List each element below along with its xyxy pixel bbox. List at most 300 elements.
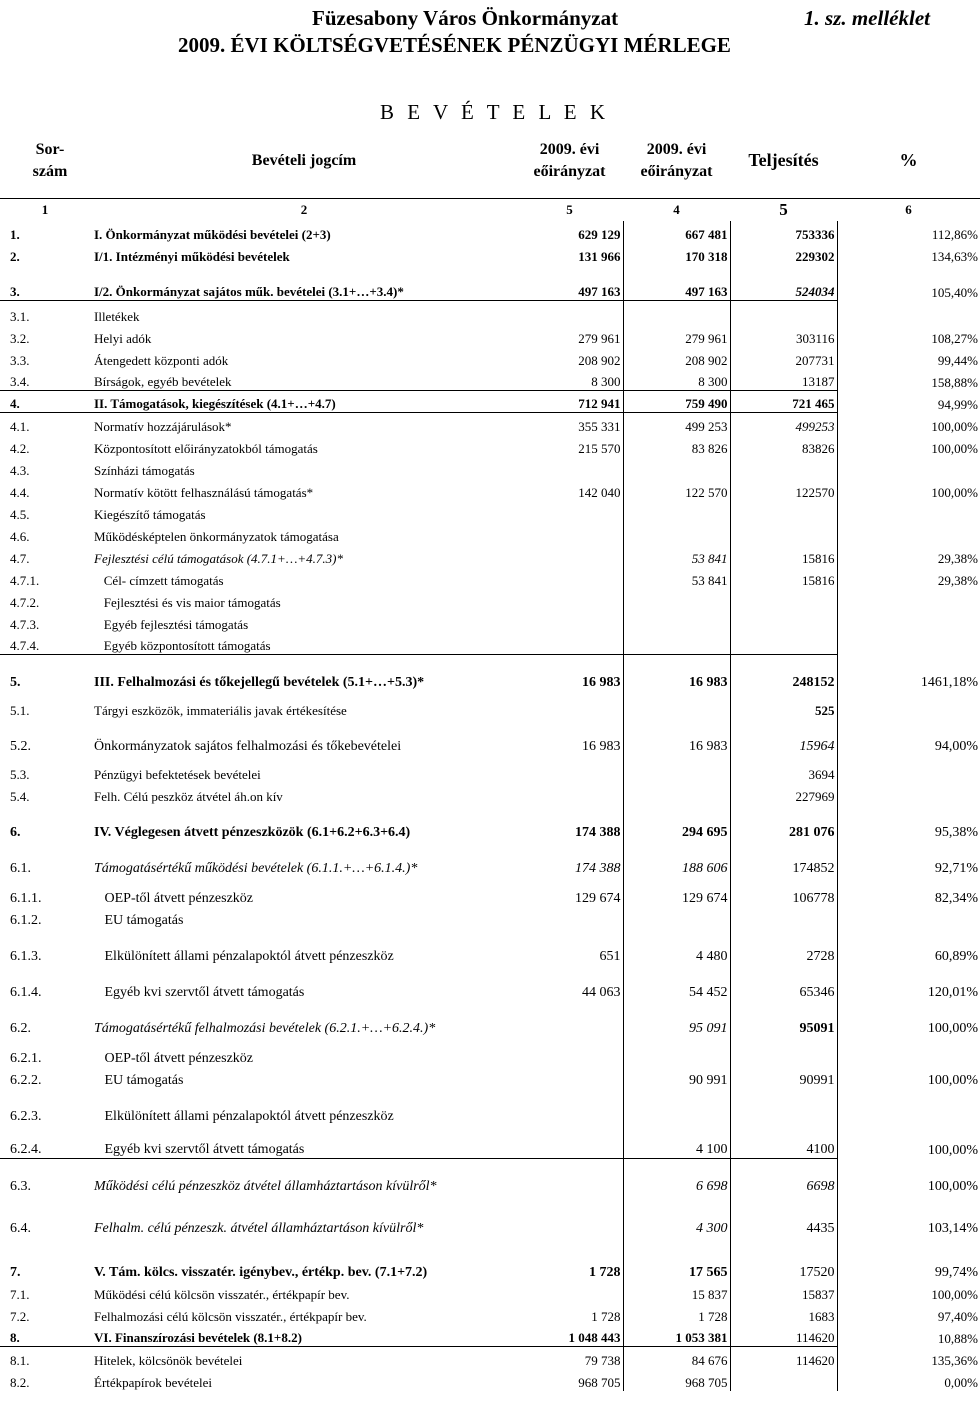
table-row [0,1067,980,1089]
row-label: EU támogatás [94,912,184,928]
row-percent: 94,00% [934,738,978,754]
table-row [0,1089,980,1125]
row-label: Bírságok, egyéb bevételek [92,369,516,391]
row-eloiranyzat-1 [516,1001,623,1037]
row-label: Támogatásértékű működési bevételek (6.1.1.+…+6.1.4.)* [94,860,418,876]
row-label: Kiegészítő támogatás [94,506,206,522]
row-number: 4.5. [10,506,30,522]
row-percent [837,457,980,479]
row-percent: 97,40% [937,1308,978,1324]
row-percent: 29,38% [937,550,978,566]
row-label: Működési célú kölcsön visszatér., értékpapír bev. [94,1286,350,1302]
table-row [0,841,980,877]
row-percent: 95,38% [934,824,978,840]
row-number: 4.7.2. [10,594,40,610]
table-row [0,501,980,523]
row-eloiranyzat-1 [516,1037,623,1067]
row-number: 3.2. [10,330,30,346]
row-percent [837,1037,980,1067]
row-eloiranyzat-1: 174 388 [516,841,623,877]
row-teljesites: 525 [730,691,837,719]
row-teljesites: 15964 [730,719,837,755]
row-percent [837,501,980,523]
row-number: 5.4. [10,788,30,804]
row-percent: 92,71% [934,860,978,876]
row-label: Felh. Célú peszköz átvétel áh.on kív [94,788,283,804]
row-eloiranyzat-2: 170 318 [623,243,730,265]
col-number: 4 [673,201,680,217]
row-eloiranyzat-2: 16 983 [623,655,730,691]
row-percent: 103,14% [927,1220,978,1236]
row-eloiranyzat-2 [623,501,730,523]
table-row [0,611,980,633]
row-number: 5.3. [10,766,30,782]
row-number: 5.1. [10,702,30,718]
row-eloiranyzat-2: 83 826 [623,435,730,457]
row-teljesites [730,1037,837,1067]
balance-title: 2009. ÉVI KÖLTSÉGVETÉSÉNEK PÉNZÜGYI MÉRLEGE [178,33,731,57]
row-percent [837,589,980,611]
row-eloiranyzat-2: 95 091 [623,1001,730,1037]
row-eloiranyzat-2: 90 991 [623,1067,730,1089]
row-label: Fejlesztési célú támogatások (4.7.1+…+4.7.3)* [94,550,343,566]
row-eloiranyzat-1: 355 331 [516,413,623,435]
table-row [0,221,980,243]
row-label: Helyi adók [94,330,152,346]
row-percent [837,611,980,633]
row-number: 6.2. [10,1020,31,1036]
row-eloiranyzat-2: 497 163 [623,265,730,301]
table-row [0,435,980,457]
row-teljesites: 15837 [730,1281,837,1303]
row-percent [837,907,980,929]
table-row [0,1303,980,1325]
row-percent: 99,44% [937,352,978,368]
row-eloiranyzat-1 [516,907,623,929]
row-label: I/1. Intézményi működési bevételek [94,248,290,264]
row-label: Elkülönített állami pénzalapoktól átvett pénzeszköz [94,1108,394,1124]
row-eloiranyzat-2 [623,523,730,545]
row-teljesites: 281 076 [730,805,837,841]
row-eloiranyzat-1: 79 738 [516,1347,623,1369]
row-teljesites: 1683 [730,1303,837,1325]
row-eloiranyzat-2 [623,611,730,633]
table-row [0,567,980,589]
table-row [0,457,980,479]
row-label: Elkülönített állami pénzalapoktól átvett pénzeszköz [94,948,394,964]
row-eloiranyzat-2: 53 841 [623,567,730,589]
table-row [0,325,980,347]
row-percent: 94,99% [937,396,978,412]
row-teljesites [730,907,837,929]
row-label: Egyéb fejlesztési támogatás [94,616,249,632]
row-number: 4.7.1. [10,572,40,588]
row-number: 6.2.2. [10,1072,42,1088]
row-number: 6.3. [10,1178,31,1194]
row-number: 4.4. [10,484,30,500]
row-percent: 135,36% [931,1352,978,1368]
row-eloiranyzat-1: 16 983 [516,719,623,755]
row-label: Pénzügyi befektetések bevételei [94,766,261,782]
row-eloiranyzat-2: 1 728 [623,1303,730,1325]
row-teljesites [730,301,837,325]
row-percent: 0,00% [944,1374,978,1390]
row-eloiranyzat-1: 174 388 [516,805,623,841]
row-teljesites: 122570 [730,479,837,501]
row-percent [837,523,980,545]
row-eloiranyzat-1 [516,589,623,611]
table-row [0,265,980,301]
row-percent [837,633,980,655]
row-label: II. Támogatások, kiegészítések (4.1+…+4.7) [92,391,516,413]
row-number: 7.1. [10,1286,30,1302]
row-teljesites [730,523,837,545]
row-number: 6.4. [10,1220,31,1236]
row-eloiranyzat-2: 759 490 [623,391,730,413]
row-eloiranyzat-2: 16 983 [623,719,730,755]
row-teljesites [730,501,837,523]
col-number: 5 [779,199,788,219]
row-number: 4.3. [10,462,30,478]
table-row [0,301,980,325]
row-number: 3. [0,265,92,301]
row-eloiranyzat-1: 279 961 [516,325,623,347]
col-header-percent: % [837,124,980,198]
row-eloiranyzat-2: 4 480 [623,929,730,965]
row-label: EU támogatás [94,1072,184,1088]
row-number: 6.2.4. [0,1125,92,1159]
table-row [0,805,980,841]
row-teljesites: 303116 [730,325,837,347]
row-percent [837,783,980,805]
row-percent: 100,00% [927,1072,978,1088]
row-teljesites [730,611,837,633]
row-label: I/2. Önkormányzat sajátos műk. bevételei (3.1+…+3.4)* [92,265,516,301]
row-label: Cél- címzett támogatás [94,572,224,588]
row-teljesites: 753336 [730,221,837,243]
row-number: 6.2.3. [10,1108,42,1124]
row-teljesites: 174852 [730,841,837,877]
row-label: Színházi támogatás [94,462,195,478]
row-teljesites [730,633,837,655]
row-eloiranyzat-2 [623,691,730,719]
table-row [0,479,980,501]
row-number: 3.1. [10,308,30,324]
row-eloiranyzat-2: 129 674 [623,877,730,907]
row-eloiranyzat-1 [516,523,623,545]
row-eloiranyzat-1 [516,1195,623,1237]
table-row [0,877,980,907]
row-number: 3.4. [0,369,92,391]
table-row [0,523,980,545]
row-number: 6.2.1. [10,1050,42,1066]
row-percent: 100,00% [931,418,978,434]
table-row [0,1347,980,1369]
row-number: 5.2. [10,738,31,754]
col-header-eloiranyzat-1: 2009. évi eőirányzat [516,124,623,198]
col-header-teljesites: Teljesítés [730,124,837,198]
row-number: 6.1.4. [10,984,42,1000]
row-eloiranyzat-2 [623,1037,730,1067]
row-label: Normatív hozzájárulások* [94,418,232,434]
row-teljesites: 15816 [730,567,837,589]
row-eloiranyzat-1: 131 966 [516,243,623,265]
row-teljesites: 4100 [730,1125,837,1159]
row-eloiranyzat-1 [516,633,623,655]
column-number-row [0,198,980,221]
row-percent: 158,88% [931,374,978,390]
row-number: 7.2. [10,1308,30,1324]
table-row [0,1281,980,1303]
row-teljesites: 15816 [730,545,837,567]
row-eloiranyzat-1: 629 129 [516,221,623,243]
row-percent: 29,38% [937,572,978,588]
row-eloiranyzat-2 [623,1089,730,1125]
row-teljesites: 95091 [730,1001,837,1037]
row-eloiranyzat-1 [516,611,623,633]
row-percent: 100,00% [931,440,978,456]
row-teljesites: 106778 [730,877,837,907]
row-eloiranyzat-1: 142 040 [516,479,623,501]
row-label: Működésképtelen önkormányzatok támogatása [94,528,339,544]
table-row [0,347,980,369]
row-eloiranyzat-2 [623,755,730,783]
row-eloiranyzat-1 [516,1125,623,1159]
row-label: OEP-től átvett pénzeszköz [94,1050,254,1066]
row-label: Egyéb kvi szervtől átvett támogatás [92,1125,516,1159]
table-row [0,1195,980,1237]
row-number: 6. [10,824,21,840]
row-label: Tárgyi eszközök, immateriális javak értékesítése [94,702,347,718]
row-eloiranyzat-1: 1 048 443 [516,1325,623,1347]
row-eloiranyzat-2: 8 300 [623,369,730,391]
row-label: V. Tám. kölcs. visszatér. igénybev., értékp. bev. (7.1+7.2) [94,1264,428,1280]
table-row [0,1125,980,1159]
col-header-jogcim: Bevételi jogcím [92,124,516,198]
col-number: 6 [905,201,912,217]
row-eloiranyzat-2: 499 253 [623,413,730,435]
row-teljesites: 6698 [730,1159,837,1195]
row-number: 2. [10,248,20,264]
row-eloiranyzat-2 [623,783,730,805]
section-title: B E V É T E L E K [380,100,610,124]
row-label: OEP-től átvett pénzeszköz [94,890,254,906]
row-number: 8.2. [10,1374,30,1390]
row-number: 4.7. [10,550,30,566]
row-label: Hitelek, kölcsönök bevételei [94,1352,243,1368]
table-row [0,545,980,567]
row-percent: 108,27% [931,330,978,346]
row-eloiranyzat-1: 651 [516,929,623,965]
row-percent: 100,00% [927,1142,978,1158]
row-label: Felhalm. célú pénzeszk. átvétel államháztartáson kívülről* [94,1220,424,1236]
row-percent: 100,00% [931,484,978,500]
row-eloiranyzat-2: 1 053 381 [623,1325,730,1347]
row-number: 5. [10,674,21,690]
row-teljesites: 13187 [730,369,837,391]
row-eloiranyzat-1: 44 063 [516,965,623,1001]
col-header-sorszam: Sor- szám [0,124,92,198]
table-row [0,589,980,611]
row-teljesites: 227969 [730,783,837,805]
row-percent: 100,00% [927,1178,978,1194]
row-percent: 99,74% [934,1264,978,1280]
row-label: III. Felhalmozási és tőkejellegű bevételek (5.1+…+5.3)* [94,674,425,690]
row-number: 7. [10,1264,21,1280]
row-label: Egyéb kvi szervtől átvett támogatás [94,984,305,1000]
table-row [0,783,980,805]
row-teljesites: 90991 [730,1067,837,1089]
row-teljesites: 3694 [730,755,837,783]
row-eloiranyzat-2: 15 837 [623,1281,730,1303]
table-row [0,391,980,413]
row-eloiranyzat-1: 16 983 [516,655,623,691]
row-eloiranyzat-1: 1 728 [516,1303,623,1325]
row-eloiranyzat-2: 54 452 [623,965,730,1001]
row-eloiranyzat-2: 122 570 [623,479,730,501]
row-number: 1. [10,226,20,242]
row-eloiranyzat-1: 215 570 [516,435,623,457]
row-eloiranyzat-2: 4 100 [623,1125,730,1159]
revenue-table [0,124,980,1391]
row-number: 6.1. [10,860,31,876]
row-percent: 120,01% [927,984,978,1000]
table-row [0,655,980,691]
row-eloiranyzat-2: 53 841 [623,545,730,567]
row-number: 6.1.1. [10,890,42,906]
row-number: 6.1.3. [10,948,42,964]
row-label: VI. Finanszírozási bevételek (8.1+8.2) [92,1325,516,1347]
table-row [0,369,980,391]
col-number: 5 [566,201,573,217]
row-percent: 60,89% [934,948,978,964]
row-number: 4.7.4. [0,633,92,655]
table-row [0,243,980,265]
row-eloiranyzat-2 [623,907,730,929]
row-number: 4.6. [10,528,30,544]
organization-name: Füzesabony Város Önkormányzat [312,6,619,30]
row-percent: 105,40% [931,284,978,300]
row-percent: 82,34% [934,890,978,906]
row-label: Önkormányzatok sajátos felhalmozási és tőkebevételei [94,738,402,754]
table-row [0,755,980,783]
row-eloiranyzat-2: 667 481 [623,221,730,243]
row-label: Értékpapírok bevételei [94,1374,213,1390]
row-percent [837,755,980,783]
row-label: Felhalmozási célú kölcsön visszatér., értékpapír bev. [94,1308,367,1324]
row-eloiranyzat-1: 1 728 [516,1237,623,1281]
row-label: Fejlesztési és vis maior támogatás [94,594,281,610]
row-teljesites [730,457,837,479]
table-row [0,1237,980,1281]
row-label: Illetékek [94,308,140,324]
row-eloiranyzat-1 [516,501,623,523]
row-eloiranyzat-1 [516,783,623,805]
row-eloiranyzat-1: 129 674 [516,877,623,907]
row-number: 8. [0,1325,92,1347]
row-label: Működési célú pénzeszköz átvétel államháztartáson kívülről* [94,1178,437,1194]
table-body [0,221,980,1391]
table-row [0,1325,980,1347]
row-eloiranyzat-1 [516,755,623,783]
row-eloiranyzat-1 [516,301,623,325]
row-number: 4.7.3. [10,616,40,632]
attachment-label: 1. sz. melléklet [804,6,930,30]
row-eloiranyzat-2: 968 705 [623,1369,730,1391]
row-eloiranyzat-2 [623,457,730,479]
row-eloiranyzat-2: 6 698 [623,1159,730,1195]
table-row [0,1159,980,1195]
row-percent: 100,00% [931,1286,978,1302]
col-header-eloiranyzat-2: 2009. évi eőirányzat [623,124,730,198]
col-number: 2 [300,201,308,217]
row-number: 4. [0,391,92,413]
row-label: I. Önkormányzat működési bevételei (2+3) [94,226,331,242]
row-eloiranyzat-2: 279 961 [623,325,730,347]
row-percent: 10,88% [937,1330,978,1346]
row-eloiranyzat-2 [623,589,730,611]
row-eloiranyzat-1 [516,545,623,567]
row-eloiranyzat-1 [516,1089,623,1125]
row-number: 8.1. [10,1352,30,1368]
row-percent [837,691,980,719]
table-row [0,1001,980,1037]
row-eloiranyzat-2: 208 902 [623,347,730,369]
row-number: 4.2. [10,440,30,456]
row-teljesites: 2728 [730,929,837,965]
row-teljesites: 114620 [730,1347,837,1369]
table-row [0,929,980,965]
row-eloiranyzat-1 [516,1159,623,1195]
row-teljesites: 17520 [730,1237,837,1281]
row-teljesites [730,589,837,611]
table-row [0,633,980,655]
row-label: Átengedett központi adók [94,352,229,368]
table-row [0,691,980,719]
row-number: 4.1. [10,418,30,434]
row-eloiranyzat-2: 4 300 [623,1195,730,1237]
row-teljesites: 207731 [730,347,837,369]
row-teljesites: 114620 [730,1325,837,1347]
row-label: Központosított előirányzatokból támogatás [94,440,318,456]
row-teljesites: 83826 [730,435,837,457]
row-eloiranyzat-1 [516,567,623,589]
row-percent: 1461,18% [920,674,978,690]
row-eloiranyzat-2 [623,633,730,655]
table-row [0,965,980,1001]
row-percent [837,1089,980,1125]
row-teljesites: 721 465 [730,391,837,413]
row-teljesites: 65346 [730,965,837,1001]
col-number: 1 [41,201,49,217]
row-teljesites: 4435 [730,1195,837,1237]
table-row [0,413,980,435]
row-percent: 134,63% [931,248,978,264]
row-eloiranyzat-2: 84 676 [623,1347,730,1369]
row-eloiranyzat-1: 8 300 [516,369,623,391]
table-row [0,719,980,755]
row-label: Egyéb központosított támogatás [92,633,516,655]
row-teljesites: 499253 [730,413,837,435]
row-teljesites: 524034 [730,265,837,301]
row-eloiranyzat-1 [516,691,623,719]
row-eloiranyzat-2: 294 695 [623,805,730,841]
row-eloiranyzat-2: 17 565 [623,1237,730,1281]
row-label: Normatív kötött felhasználású támogatás* [94,484,314,500]
row-label: Támogatásértékű felhalmozási bevételek (6.2.1.+…+6.2.4.)* [94,1020,436,1036]
row-eloiranyzat-1 [516,1281,623,1303]
row-label: IV. Véglegesen átvett pénzeszközök (6.1+6.2+6.3+6.4) [94,824,411,840]
